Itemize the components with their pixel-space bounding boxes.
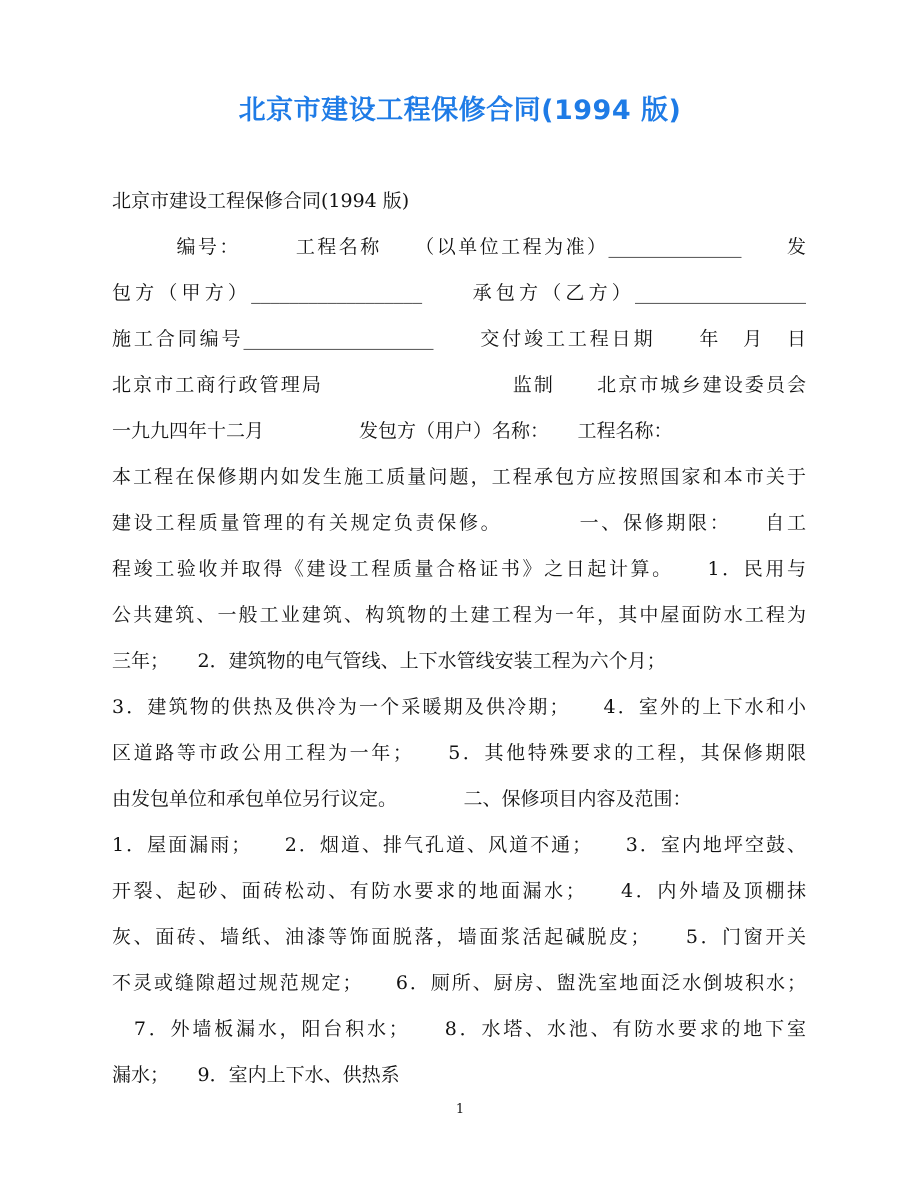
body-line: 3．建筑物的供热及供冷为一个采暖期及供冷期； 4．室外的上下水和小 xyxy=(112,696,806,718)
body-line: 漏水； 9．室内上下水、供热系 xyxy=(112,1064,400,1086)
body-line: 不灵或缝隙超过规范规定； 6．厕所、厨房、盥洗室地面泛水倒坡积水； xyxy=(112,972,806,994)
body-line: 本工程在保修期内如发生施工质量问题，工程承包方应按照国家和本市关于 xyxy=(112,466,806,488)
document-body xyxy=(112,178,806,1098)
body-line: 1．屋面漏雨； 2．烟道、排气孔道、风道不通； 3．室内地坪空鼓、 xyxy=(112,834,806,856)
body-line: 施工合同编号____________________ 交付竣工工程日期 年 月 日 xyxy=(112,328,806,350)
page-number: 1 xyxy=(455,1102,465,1117)
body-line: 由发包单位和承包单位另行议定。 二、保修项目内容及范围： xyxy=(112,788,692,810)
body-line: 包方（甲方）__________________ 承包方（乙方）__________________ xyxy=(112,282,806,304)
body-line: 灰、面砖、墙纸、油漆等饰面脱落，墙面浆活起碱脱皮； 5．门窗开关 xyxy=(112,926,806,948)
body-line: 区道路等市政公用工程为一年； 5．其他特殊要求的工程，其保修期限 xyxy=(112,742,806,764)
body-line: 程竣工验收并取得《建设工程质量合格证书》之日起计算。 1．民用与 xyxy=(112,558,806,580)
body-line: 开裂、起砂、面砖松动、有防水要求的地面漏水； 4．内外墙及顶棚抹 xyxy=(112,880,806,902)
body-line: 7．外墙板漏水，阳台积水； 8．水塔、水池、有防水要求的地下室 xyxy=(112,1018,806,1040)
body-line: 编号： 工程名称 （以单位工程为准）______________ 发 xyxy=(112,236,806,258)
body-line: 北京市建设工程保修合同(1994 版) xyxy=(112,190,410,212)
body-line: 北京市工商行政管理局 监制 北京市城乡建设委员会 xyxy=(112,374,806,396)
body-line: 建设工程质量管理的有关规定负责保修。 一、保修期限： 自工 xyxy=(112,512,806,534)
body-line: 一九九四年十二月 发包方（用户）名称： 工程名称： xyxy=(112,420,673,442)
body-line: 公共建筑、一般工业建筑、构筑物的土建工程为一年，其中屋面防水工程为 xyxy=(112,604,806,626)
document-title: 北京市建设工程保修合同(1994 版) xyxy=(238,95,682,126)
body-line: 三年； 2．建筑物的电气管线、上下水管线安装工程为六个月； xyxy=(112,650,666,672)
